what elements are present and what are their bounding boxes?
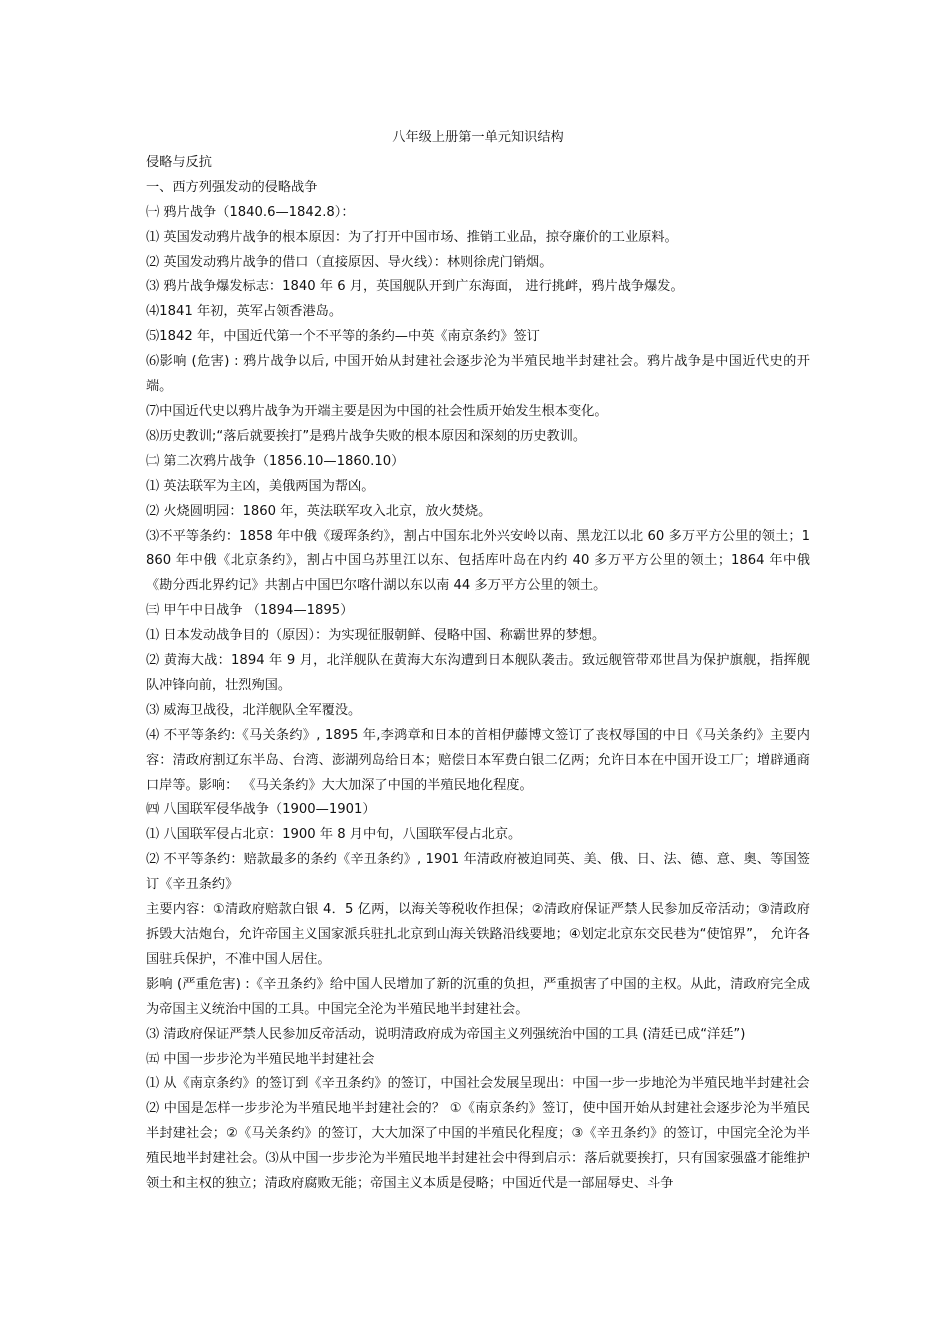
paragraph: ⑶ 清政府保证严禁人民参加反帝活动，说明清政府成为帝国主义列强统治中国的工具 (清廷已成“洋廷”) [146,1026,746,1042]
paragraph: ⑷1841 年初，英军占领香港岛。 [146,304,343,320]
paragraph: ⑴ 八国联军侵占北京：1900 年 8 月中旬，八国联军侵占北京。 [146,827,522,843]
paragraph: ⑵ 黄海大战：1894 年 9 月，北洋舰队在黄海大东沟遭到日本舰队袭击。致远舰管带邓世昌为保护旗舰，指挥舰队冲锋向前，壮烈殉国。 [146,653,810,693]
paragraph: ⑴ 从《南京条约》的签订到《辛丑条约》的签订，中国社会发展呈现出：中国一步一步地沦为半殖民地半封建社会 [146,1076,810,1092]
paragraph: ⑹影响 (危害) : 鸦片战争以后, 中国开始从封建社会逐步沦为半殖民地半封建社会。鸦片战争是中国近代史的开端。 [146,354,810,395]
subsection-heading: ㈤ 中国一步步沦为半殖民地半封建社会 [146,1051,375,1067]
paragraph: ⑺中国近代史以鸦片战争为开端主要是因为中国的社会性质开始发生根本变化。 [146,403,608,419]
document-page [146,126,810,1197]
paragraph: 影响 (严重危害) :《辛丑条约》给中国人民增加了新的沉重的负担，严重损害了中国的主权。从此，清政府完全成为帝国主义统治中国的工具。中国完全沦为半殖民地半封建社会。 [146,976,810,1017]
paragraph: ⑶不平等条约：1858 年中俄《瑷珲条约》，割占中国东北外兴安岭以南、黑龙江以北 60 多万平方公里的领土；1860 年中俄《北京条约》，割占中国乌苏里江以东、包括库叶岛在内约 40 多万平方公里的领土；1864 年中俄《勘分西北界约记》共割占中国巴尔喀什湖以东以南 44 多万平方公里的领土。 [146,528,810,594]
paragraph: 主要内容：①清政府赔款白银 4．5 亿两，以海关等税收作担保；②清政府保证严禁人民参加反帝活动；③清政府拆毁大沽炮台，允许帝国主义国家派兵驻扎北京到山海关铁路沿线要地；④划定北京东交民巷为“使馆界”， 允许各国驻兵保护，不准中国人居住。 [146,902,810,967]
subsection-heading: ㈠ 鸦片战争（1840.6—1842.8）： [146,204,355,220]
paragraph: ⑵ 不平等条约：赔款最多的条约《辛丑条约》, 1901 年清政府被迫同英、美、俄、日、法、德、意、奥、等国签订《辛丑条约》 [146,852,810,893]
paragraph: ⑶ 威海卫战役，北洋舰队全军覆没。 [146,702,362,718]
paragraph: ⑵ 中国是怎样一步步沦为半殖民地半封建社会的？ ①《南京条约》签订，使中国开始从封建社会逐步沦为半殖民半封建社会；②《马关条约》的签订，大大加深了中国的半殖民化程度；③《辛丑条约》的签订，中国完全沦为半殖民地半封建社会。⑶从中国一步步沦为半殖民地半封建社会中得到启示：落后就要挨打，只有国家强盛才能维护领土和主权的独立；清政府腐败无能；帝国主义本质是侵略；中国近代是一部屈辱史、斗争 [146,1101,810,1192]
section-heading: 侵略与反抗 [146,154,212,170]
chapter-heading: 一、西方列强发动的侵略战争 [146,179,318,195]
paragraph: ⑵ 英国发动鸦片战争的借口（直接原因、导火线）：林则徐虎门销烟。 [146,254,553,270]
subsection-heading: ㈡ 第二次鸦片战争（1856.10—1860.10） [146,453,405,469]
subsection-heading: ㈣ 八国联军侵华战争（1900—1901） [146,802,376,818]
paragraph: ⑴ 英国发动鸦片战争的根本原因：为了打开中国市场、推销工业品，掠夺廉价的工业原料。 [146,229,678,245]
paragraph: ⑴ 英法联军为主凶，美俄两国为帮凶。 [146,478,375,494]
document-title: 八年级上册第一单元知识结构 [392,130,564,145]
paragraph: ⑻历史教训;“落后就要挨打”是鸦片战争失败的根本原因和深刻的历史教训。 [146,428,587,444]
paragraph: ⑷ 不平等条约:《马关条约》, 1895 年,李鸿章和日本的首相伊藤博文签订了丧权辱国的中日《马关条约》主要内容：清政府割辽东半岛、台湾、澎湖列岛给日本；赔偿日本军费白银二亿两；允许日本在中国开设工厂；增辟通商口岸等。影响： 《马关条约》大大加深了中国的半殖民地化程度。 [146,727,810,793]
paragraph: ⑵ 火烧圆明园：1860 年，英法联军攻入北京，放火焚烧。 [146,503,492,519]
paragraph: ⑴ 日本发动战争目的（原因）：为实现征服朝鲜、侵略中国、称霸世界的梦想。 [146,628,606,644]
paragraph: ⑶ 鸦片战争爆发标志：1840 年 6 月，英国舰队开到广东海面， 进行挑衅，鸦片战争爆发。 [146,279,684,295]
subsection-heading: ㈢ 甲午中日战争 （1894—1895） [146,603,354,619]
paragraph: ⑸1842 年，中国近代第一个不平等的条约—中英《南京条约》签订 [146,329,540,345]
